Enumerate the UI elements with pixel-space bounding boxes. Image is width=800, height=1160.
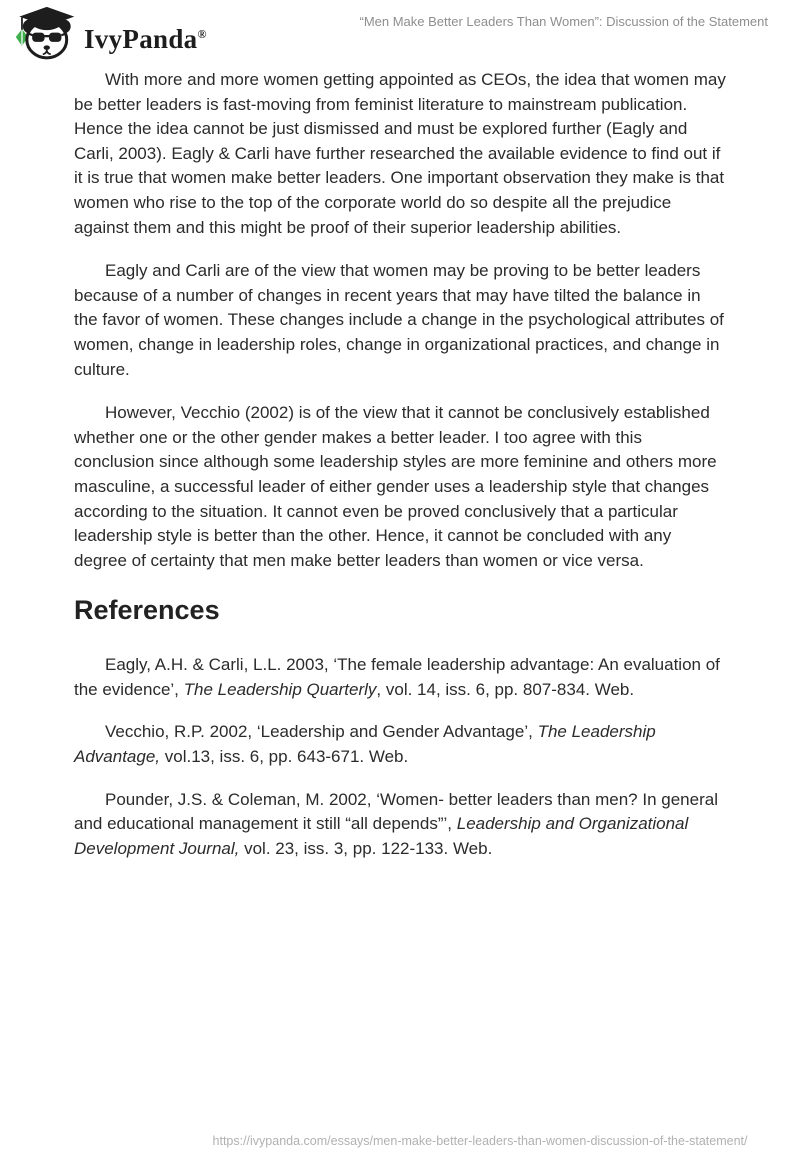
document-title: “Men Make Better Leaders Than Women”: Discussion of the Statement: [359, 14, 768, 29]
reference-text: vol.13, iss. 6, pp. 643-671. Web.: [160, 747, 409, 767]
brand-logo: [14, 6, 207, 66]
essay-paragraph: With more and more women getting appointed as CEOs, the idea that women may be better leaders is fast-moving from feminist literature to mainstream publication. Hence the idea cannot be just dismissed and must be explored further (Eagly and Carli, 2003). Eagly & Carli have further researched the available evidence to find out if it is true that women make better leaders. One important observation they make is that women who rise to the top of the corporate world do so despite all the prejudice against them and this might be proof of their superior leadership abilities.: [74, 70, 726, 237]
source-url: https://ivypanda.com/essays/men-make-better-leaders-than-women-discussion-of-the-statement/: [212, 1134, 748, 1148]
reference-entry: [74, 720, 726, 769]
reference-text: Vecchio, R.P. 2002, ‘Leadership and Gender Advantage’,: [105, 722, 538, 742]
reference-entry: [74, 788, 726, 862]
reference-journal-title: The Leadership Advantage,: [74, 722, 656, 767]
panda-graduation-cap-icon: [14, 6, 76, 66]
reference-text: vol. 23, iss. 3, pp. 122-133. Web.: [239, 838, 493, 858]
registered-mark: ®: [197, 26, 207, 41]
essay-body: [74, 68, 726, 879]
references-heading: References: [74, 595, 220, 626]
reference-text: Pounder, J.S. & Coleman, M. 2002, ‘Women- better leaders than men? In general and educational management it still “all depends”’,: [74, 789, 718, 834]
reference-journal-title: The Leadership Quarterly: [183, 679, 377, 699]
reference-text: Eagly, A.H. & Carli, L.L. 2003, ‘The female leadership advantage: An evaluation of the evidence’,: [74, 655, 720, 699]
page-header: [14, 6, 768, 66]
reference-text: , vol. 14, iss. 6, pp. 807-834. Web.: [376, 679, 635, 699]
reference-journal-title: Leadership and Organizational Development Journal,: [74, 814, 689, 858]
brand-name: IvyPanda®: [84, 23, 207, 54]
essay-paragraph: Eagly and Carli are of the view that women may be proving to be better leaders because of a number of changes in recent years that may have tilted the balance in the favor of women. These changes include a change in the psychological attributes of women, change in leadership roles, change in organizational practices, and change in culture.: [74, 261, 724, 379]
reference-entry: [74, 653, 726, 702]
essay-paragraph: However, Vecchio (2002) is of the view that it cannot be conclusively established whether one or the other gender makes a better leader. I too agree with this conclusion since although some leadership styles are more feminine and others more masculine, a successful leader of either gender uses a leadership style that changes according to the situation. It cannot even be proved conclusively that a particular leadership style is better than the other. Hence, it cannot be concluded with any degree of certainty that men make better leaders than women or vice versa.: [74, 403, 717, 570]
